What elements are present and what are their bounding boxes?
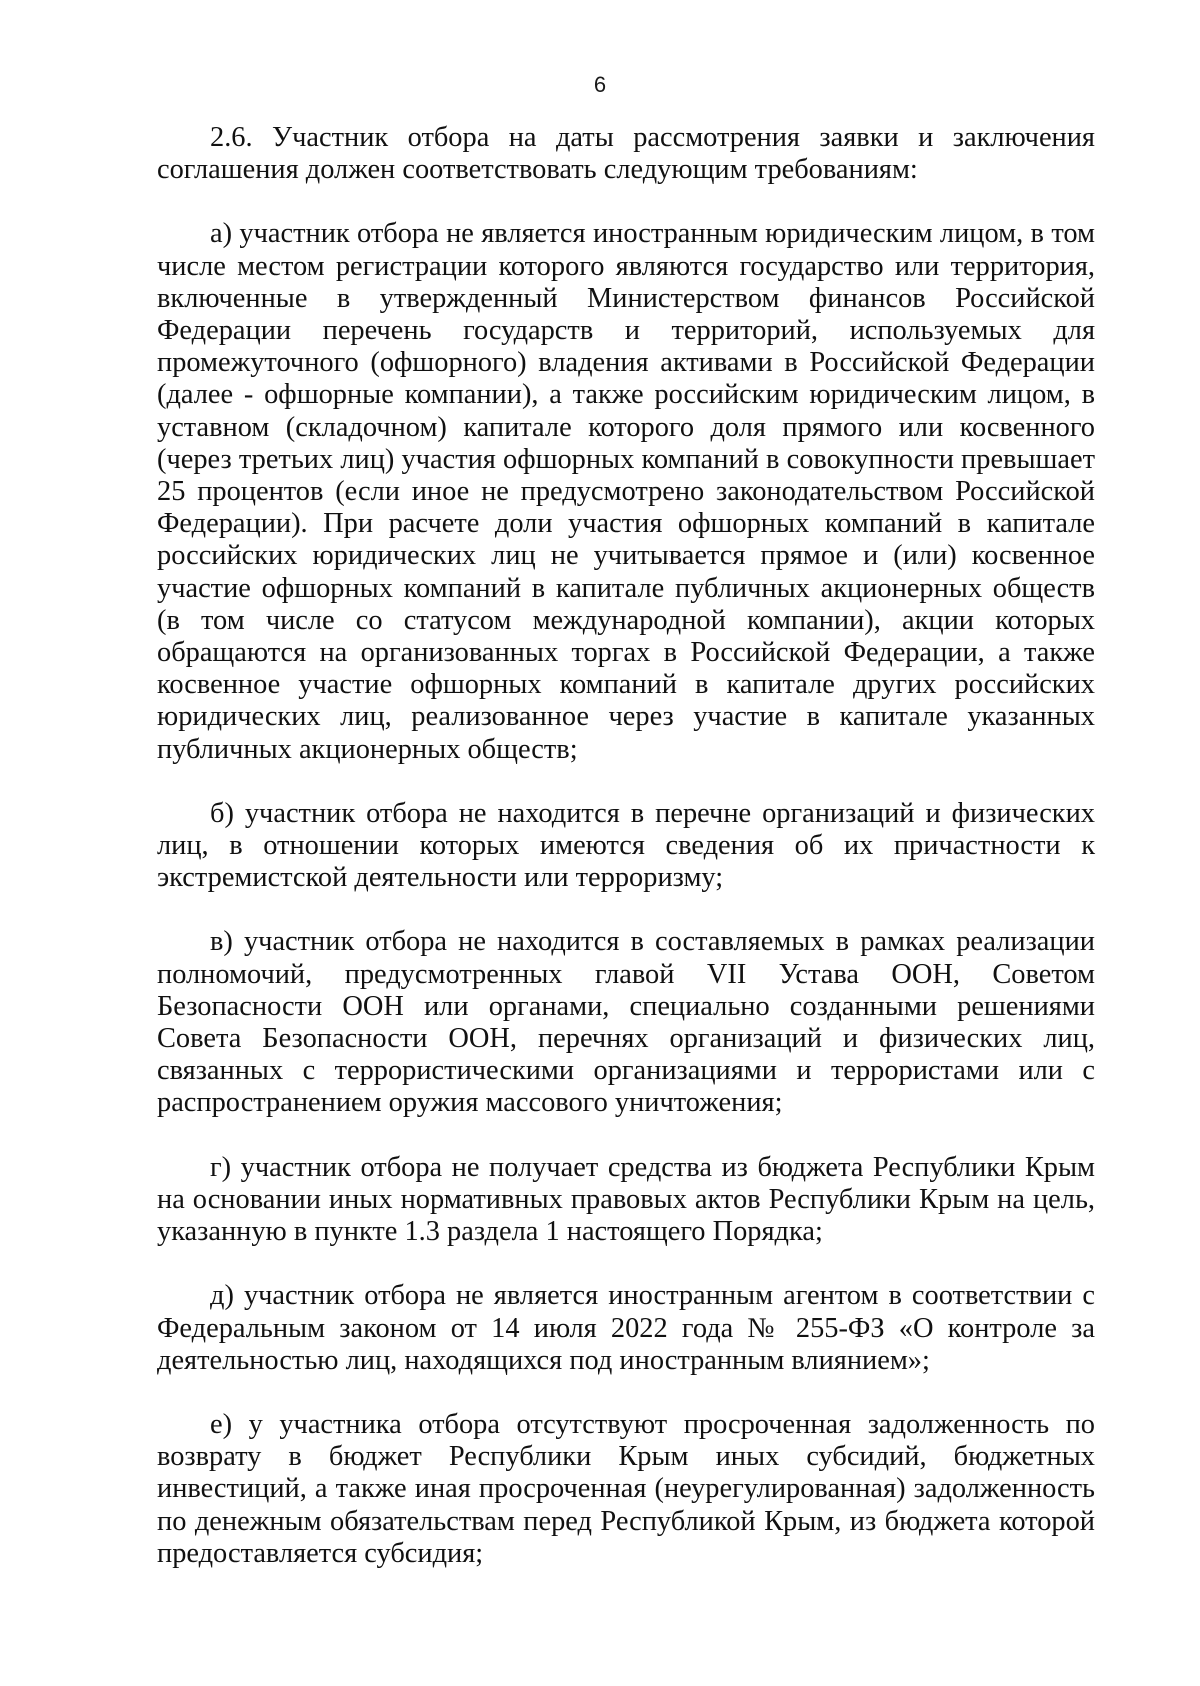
paragraph-g: г) участник отбора не получает средства из бюджета Республики Крым на основании иных нормативных правовых актов Республики Крым на цель, указанную в пункте 1.3 раздела 1 настоящего Порядка;	[157, 1151, 1095, 1248]
page-number: 6	[593, 72, 607, 97]
paragraph-d: д) участник отбора не является иностранным агентом в соответствии с Федеральным законом от 14 июля 2022 года № 255-ФЗ «О контроле за деятельностью лиц, находящихся под иностранным влиянием»;	[157, 1280, 1095, 1376]
paragraph-v: в) участник отбора не находится в составляемых в рамках реализации полномочий, предусмотренных главой VII Устава ООН, Советом Безопасности ООН или органами, специально созданными решениями Совета Безопасности ООН, перечнях организаций и физических лиц, связанных с террористическими организациями и террористами или с распространением оружия массового уничтожения;	[157, 926, 1095, 1119]
paragraph-a: а) участник отбора не является иностранным юридическим лицом, в том числе местом регистрации которого являются государство или территория, включенные в утвержденный Министерством финансов Российской Федерации перечень государств и территорий, используемых для промежуточного (офшорного) владения активами в Российской Федерации (далее - офшорные компании), а также российским юридическим лицом, в уставном (складочном) капитале которого доля прямого или косвенного (через третьих лиц) участия офшорных компаний в совокупности превышает 25 процентов (если иное не предусмотрено законодательством Российской Федерации). При расчете доли участия офшорных компаний в капитале российских юридических лиц не учитывается прямое и (или) косвенное участие офшорных компаний в капитале публичных акционерных обществ (в том числе со статусом международной компании), акции которых обращаются на организованных торгах в Российской Федерации, а также косвенное участие офшорных компаний в капитале других российских юридических лиц, реализованное через участие в капитале указанных публичных акционерных обществ;	[157, 218, 1095, 765]
paragraph-b: б) участник отбора не находится в перечне организаций и физических лиц, в отношении которых имеются сведения об их причастности к экстремистской деятельности или терроризму;	[157, 797, 1095, 894]
document-body	[157, 122, 1095, 1570]
paragraph-e: е) у участника отбора отсутствуют просроченная задолженность по возврату в бюджет Республики Крым иных субсидий, бюджетных инвестиций, а также иная просроченная (неурегулированная) задолженность по денежным обязательствам перед Республикой Крым, из бюджета которой предоставляется субсидия;	[157, 1408, 1095, 1569]
paragraph-2-6: 2.6. Участник отбора на даты рассмотрения заявки и заключения соглашения должен соответствовать следующим требованиям:	[157, 122, 1095, 186]
